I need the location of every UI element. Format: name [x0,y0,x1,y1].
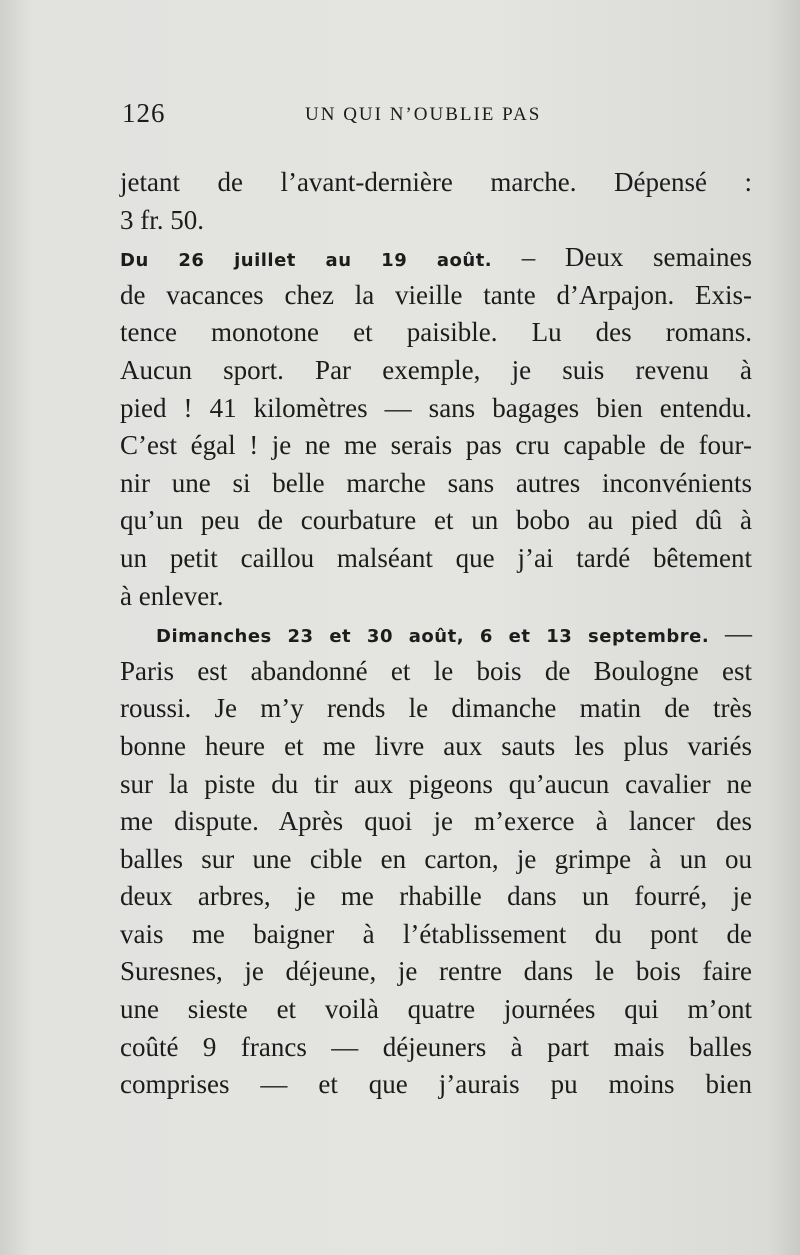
text-line: de vacances chez la vieille tante d’Arpajon. Exis- [120,279,752,310]
text-line: roussi. Je m’y rends le dimanche matin de très [120,693,752,724]
text-fragment: — [709,618,752,649]
text-line: C’est égal ! je ne me serais pas cru capable de four- [120,430,752,461]
text-line [120,239,752,277]
text-line: comprises — et que j’aurais pu moins bien [120,1069,752,1100]
text-line: balles sur une cible en carton, je grimpe à un ou [120,843,752,874]
text-line: vais me baigner à l’établissement du pont de [120,918,752,949]
date-heading: Dimanches 23 et 30 août, 6 et 13 septembre. [156,626,710,648]
date-heading: Du 26 juillet au 19 août. [120,250,493,272]
text-line: coûté 9 francs — déjeuners à part mais balles [120,1031,752,1062]
text-line: tence monotone et paisible. Lu des romans. [120,317,752,348]
text-line: 3 fr. 50. [120,204,204,235]
text-fragment: – Deux semaines [492,242,752,273]
text-line: jetant de l’avant-dernière marche. Dépensé : [120,167,752,197]
text-line: à enlever. [120,580,224,611]
text-line: Suresnes, je déjeune, je rentre dans le bois faire [120,956,752,987]
text-line: Aucun sport. Par exemple, je suis revenu à [120,354,752,385]
text-line: deux arbres, je me rhabille dans un fourré, je [120,881,752,912]
text-line [120,615,752,653]
text-line: un petit caillou malséant que j’ai tardé bêtement [120,542,752,573]
text-line: bonne heure et me livre aux sauts les plus variés [120,730,752,761]
page-header [122,98,750,134]
text-line: pied ! 41 kilomètres — sans bagages bien entendu. [120,392,752,423]
text-line: sur la piste du tir aux pigeons qu’aucun cavalier ne [120,768,752,799]
text-line: me dispute. Après quoi je m’exerce à lancer des [120,806,752,837]
page-number: 126 [122,98,166,128]
text-line: qu’un peu de courbature et un bobo au pied dû à [120,505,752,536]
running-title: UN QUI N’OUBLIE PAS [305,104,542,125]
text-line: Paris est abandonné et le bois de Boulogne est [120,655,752,686]
page-body [120,164,752,1104]
text-line: une sieste et voilà quatre journées qui m’ont [120,994,752,1025]
text-line: nir une si belle marche sans autres inconvénients [120,467,752,498]
